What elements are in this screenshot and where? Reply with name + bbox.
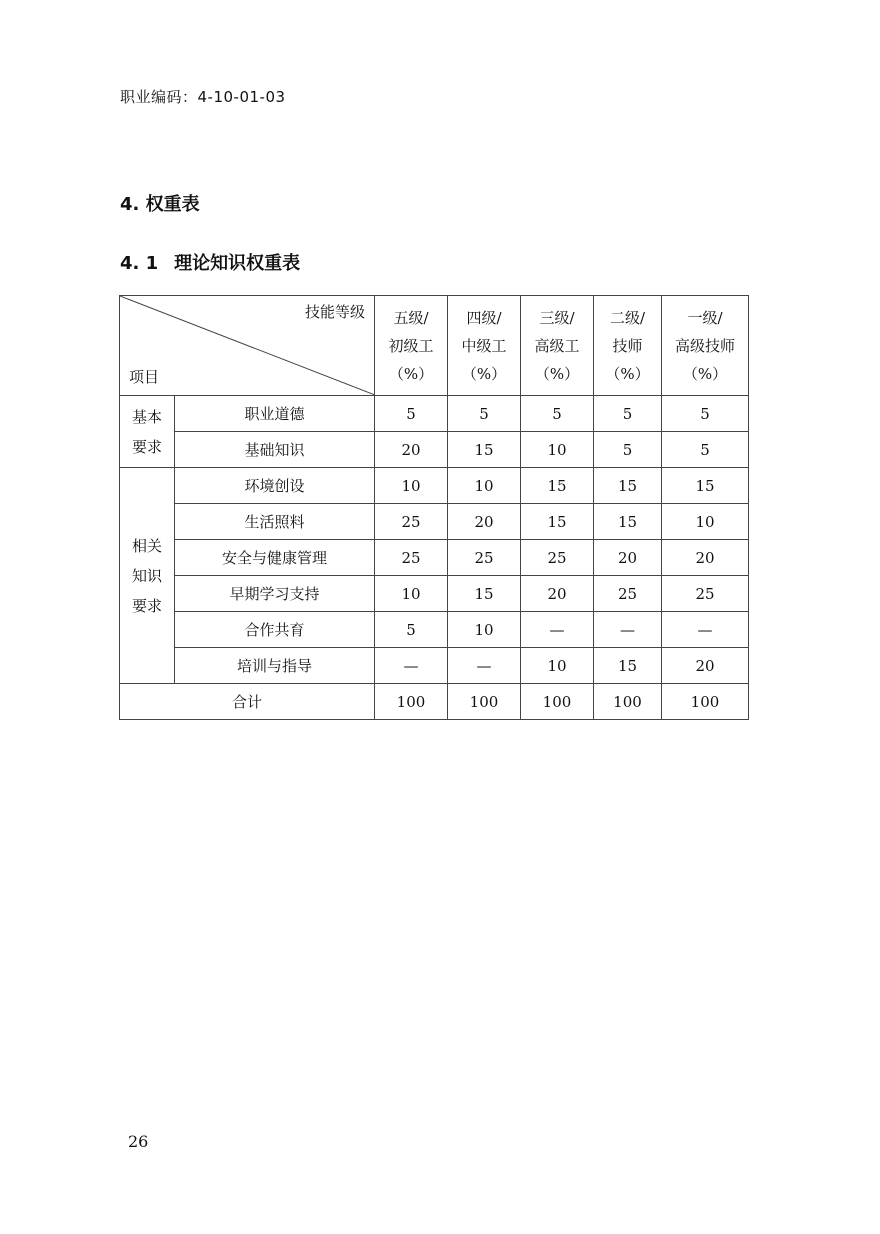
value-cell: 20 (521, 576, 594, 612)
table-row (120, 468, 749, 504)
level-header: 二级/ 技师 （%） (594, 296, 662, 396)
value-cell: 20 (448, 504, 521, 540)
value-cell: 25 (448, 540, 521, 576)
value-cell: 15 (594, 504, 662, 540)
diagonal-header-cell (120, 296, 375, 396)
table-row (120, 648, 749, 684)
total-value: 100 (662, 684, 749, 720)
item-cell: 早期学习支持 (175, 576, 375, 612)
value-cell: 15 (521, 504, 594, 540)
value-cell: 10 (375, 468, 448, 504)
value-cell: 10 (521, 648, 594, 684)
total-value: 100 (375, 684, 448, 720)
value-cell: 25 (662, 576, 749, 612)
table-row (120, 396, 749, 432)
group-label-related: 相关知识要求 (120, 468, 175, 684)
value-cell: — (375, 648, 448, 684)
value-cell: 5 (594, 396, 662, 432)
table-row (120, 432, 749, 468)
level-header: 四级/ 中级工 （%） (448, 296, 521, 396)
value-cell: 5 (375, 612, 448, 648)
value-cell: — (662, 612, 749, 648)
subsection-title (120, 249, 300, 275)
value-cell: 5 (375, 396, 448, 432)
value-cell: 25 (375, 540, 448, 576)
value-cell: 10 (448, 468, 521, 504)
corner-item: 项目 (129, 368, 160, 386)
value-cell: 15 (521, 468, 594, 504)
value-cell: 20 (594, 540, 662, 576)
item-cell: 安全与健康管理 (175, 540, 375, 576)
total-value: 100 (521, 684, 594, 720)
section-title: 4. 权重表 (120, 194, 200, 215)
value-cell: 25 (375, 504, 448, 540)
value-cell: 20 (662, 648, 749, 684)
value-cell: — (448, 648, 521, 684)
table-row (120, 504, 749, 540)
corner-skill-level: 技能等级 (304, 303, 365, 321)
item-cell: 基础知识 (175, 432, 375, 468)
value-cell: 10 (448, 612, 521, 648)
level-header: 三级/ 高级工 （%） (521, 296, 594, 396)
value-cell: 5 (662, 396, 749, 432)
value-cell: 5 (448, 396, 521, 432)
item-cell: 生活照料 (175, 504, 375, 540)
total-value: 100 (594, 684, 662, 720)
theory-weight-table (119, 295, 749, 720)
value-cell: 15 (594, 468, 662, 504)
table-row (120, 576, 749, 612)
table-row (120, 612, 749, 648)
level-header: 五级/ 初级工 （%） (375, 296, 448, 396)
value-cell: 25 (521, 540, 594, 576)
value-cell: 5 (521, 396, 594, 432)
table-row (120, 540, 749, 576)
value-cell: 25 (594, 576, 662, 612)
value-cell: 20 (375, 432, 448, 468)
subsection-text: 理论知识权重表 (174, 253, 301, 274)
total-row (120, 684, 749, 720)
subsection-number: 4. 1 (120, 253, 159, 274)
item-cell: 培训与指导 (175, 648, 375, 684)
value-cell: 15 (662, 468, 749, 504)
value-cell: 5 (594, 432, 662, 468)
table-header-row (120, 296, 749, 396)
item-cell: 合作共育 (175, 612, 375, 648)
item-cell: 职业道德 (175, 396, 375, 432)
page-number: 26 (128, 1132, 149, 1151)
value-cell: — (521, 612, 594, 648)
total-label: 合计 (120, 684, 375, 720)
occupation-code: 职业编码：4-10-01-03 (120, 88, 286, 106)
value-cell: 20 (662, 540, 749, 576)
total-value: 100 (448, 684, 521, 720)
value-cell: 15 (448, 576, 521, 612)
item-cell: 环境创设 (175, 468, 375, 504)
value-cell: 5 (662, 432, 749, 468)
value-cell: 15 (448, 432, 521, 468)
value-cell: 10 (662, 504, 749, 540)
level-header: 一级/ 高级技师 （%） (662, 296, 749, 396)
value-cell: 10 (521, 432, 594, 468)
group-label-basic: 基本要求 (120, 396, 175, 468)
value-cell: — (594, 612, 662, 648)
value-cell: 15 (594, 648, 662, 684)
value-cell: 10 (375, 576, 448, 612)
